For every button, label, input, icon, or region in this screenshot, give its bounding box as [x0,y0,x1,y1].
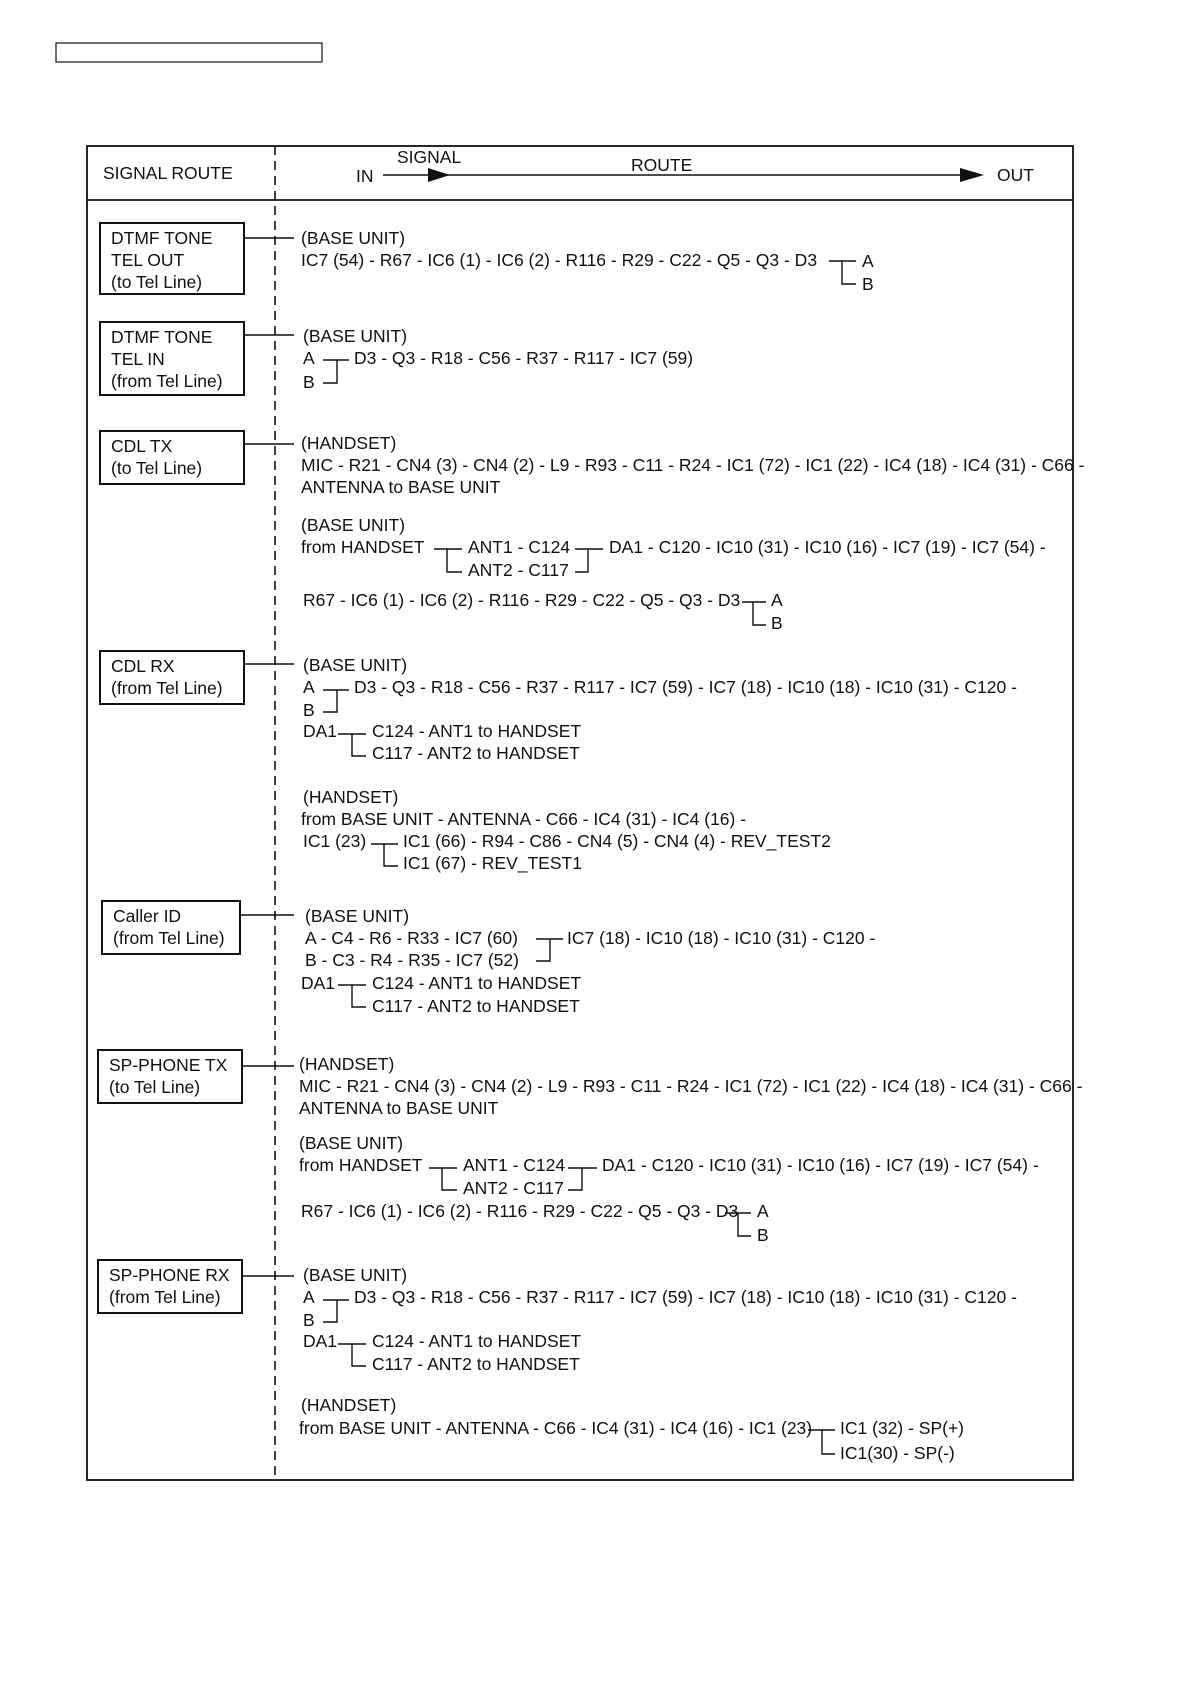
route-text: B - C3 - R4 - R35 - IC7 (52) [305,950,519,970]
route-text: C117 - ANT2 to HANDSET [372,996,580,1016]
route-text: ANT2 - C117 [463,1178,564,1198]
header-in: IN [356,166,374,186]
route-box-dtmf-tel-in: DTMF TONE TEL IN (from Tel Line) [99,321,245,396]
route-box-sp-phone-tx: SP-PHONE TX (to Tel Line) [97,1049,243,1104]
route-text: (HANDSET) [301,433,397,453]
page-header-box [56,43,322,62]
header-arrow-head-signal [428,168,450,182]
route-text: MIC - R21 - CN4 (3) - CN4 (2) - L9 - R93 - C11 - R24 - IC1 (72) - IC1 (22) - IC4 (18) - IC4 (31) - C66 - [299,1076,1083,1096]
route-text: from BASE UNIT - ANTENNA - C66 - IC4 (31) - IC4 (16) - [301,809,747,829]
route-text: B [771,613,783,633]
route-text: C124 - ANT1 to HANDSET [372,1331,582,1351]
route-text: from BASE UNIT - ANTENNA - C66 - IC4 (31) - IC4 (16) - IC1 (23) [299,1418,813,1438]
route-text: ANT1 - C124 [463,1155,566,1175]
route-box-dtmf-tel-out: DTMF TONE TEL OUT (to Tel Line) [99,222,245,295]
header-route: ROUTE [631,155,693,175]
route-text: from HANDSET [301,537,425,557]
route-text: C124 - ANT1 to HANDSET [372,973,582,993]
route-text: IC1 (67) - REV_TEST1 [403,853,582,873]
route-text: A [303,348,315,368]
route-text: ANT2 - C117 [468,560,569,580]
route-text: IC7 (54) - R67 - IC6 (1) - IC6 (2) - R116 - R29 - C22 - Q5 - Q3 - D3 [301,250,818,270]
route-text: IC1 (66) - R94 - C86 - CN4 (5) - CN4 (4) - REV_TEST2 [403,831,831,851]
route-text: D3 - Q3 - R18 - C56 - R37 - R117 - IC7 (59) - IC7 (18) - IC10 (18) - IC10 (31) - C120 - [354,677,1017,697]
route-text: DA1 - C120 - IC10 (31) - IC10 (16) - IC7 (19) - IC7 (54) - [609,537,1046,557]
route-text: (BASE UNIT) [303,655,408,675]
header-signal: SIGNAL [397,147,462,167]
route-text: R67 - IC6 (1) - IC6 (2) - R116 - R29 - C22 - Q5 - Q3 - D3 [301,1201,739,1221]
route-text: DA1 [303,1331,338,1351]
route-text: ANTENNA to BASE UNIT [301,477,501,497]
route-text: B [303,1310,315,1330]
route-text: DA1 - C120 - IC10 (31) - IC10 (16) - IC7 (19) - IC7 (54) - [602,1155,1039,1175]
route-text: (BASE UNIT) [299,1133,404,1153]
route-text: (HANDSET) [299,1054,395,1074]
route-text: A [303,1287,315,1307]
route-text: B [862,274,874,294]
header-arrow-head-out [960,168,984,182]
route-text: ANT1 - C124 [468,537,571,557]
route-text: D3 - Q3 - R18 - C56 - R37 - R117 - IC7 (59) - IC7 (18) - IC10 (18) - IC10 (31) - C120 - [354,1287,1017,1307]
route-text: B [303,700,315,720]
route-text: C124 - ANT1 to HANDSET [372,721,582,741]
route-text: (BASE UNIT) [301,228,406,248]
header-signal-route: SIGNAL ROUTE [103,163,233,183]
route-text: (BASE UNIT) [303,326,408,346]
route-text: IC1 (23) [303,831,367,851]
route-text: (HANDSET) [301,1395,397,1415]
route-text: ANTENNA to BASE UNIT [299,1098,499,1118]
route-text: from HANDSET [299,1155,423,1175]
route-text: C117 - ANT2 to HANDSET [372,743,580,763]
route-box-cdl-tx: CDL TX (to Tel Line) [99,430,245,485]
route-box-sp-phone-rx: SP-PHONE RX (from Tel Line) [97,1259,243,1314]
route-text: (BASE UNIT) [303,1265,408,1285]
route-box-cdl-rx: CDL RX (from Tel Line) [99,650,245,705]
route-text: DA1 [301,973,336,993]
route-text: B [303,372,315,392]
route-text: (BASE UNIT) [301,515,406,535]
route-text: DA1 [303,721,338,741]
route-text: R67 - IC6 (1) - IC6 (2) - R116 - R29 - C22 - Q5 - Q3 - D3 [303,590,741,610]
route-text: A [757,1201,769,1221]
route-text: IC1 (32) - SP(+) [840,1418,964,1438]
route-text: C117 - ANT2 to HANDSET [372,1354,580,1374]
route-text: MIC - R21 - CN4 (3) - CN4 (2) - L9 - R93 - C11 - R24 - IC1 (72) - IC1 (22) - IC4 (18) - IC4 (31) - C66 - [301,455,1085,475]
route-box-caller-id: Caller ID (from Tel Line) [101,900,241,955]
route-text: (BASE UNIT) [305,906,410,926]
route-text: IC1(30) - SP(-) [840,1443,955,1463]
route-text: A [771,590,783,610]
route-text: A - C4 - R6 - R33 - IC7 (60) [305,928,518,948]
header-out: OUT [997,165,1034,185]
route-text: A [862,251,874,271]
route-text: A [303,677,315,697]
route-text: IC7 (18) - IC10 (18) - IC10 (31) - C120 - [567,928,876,948]
route-text: B [757,1225,769,1245]
route-text: D3 - Q3 - R18 - C56 - R37 - R117 - IC7 (59) [354,348,694,368]
route-text: (HANDSET) [303,787,399,807]
